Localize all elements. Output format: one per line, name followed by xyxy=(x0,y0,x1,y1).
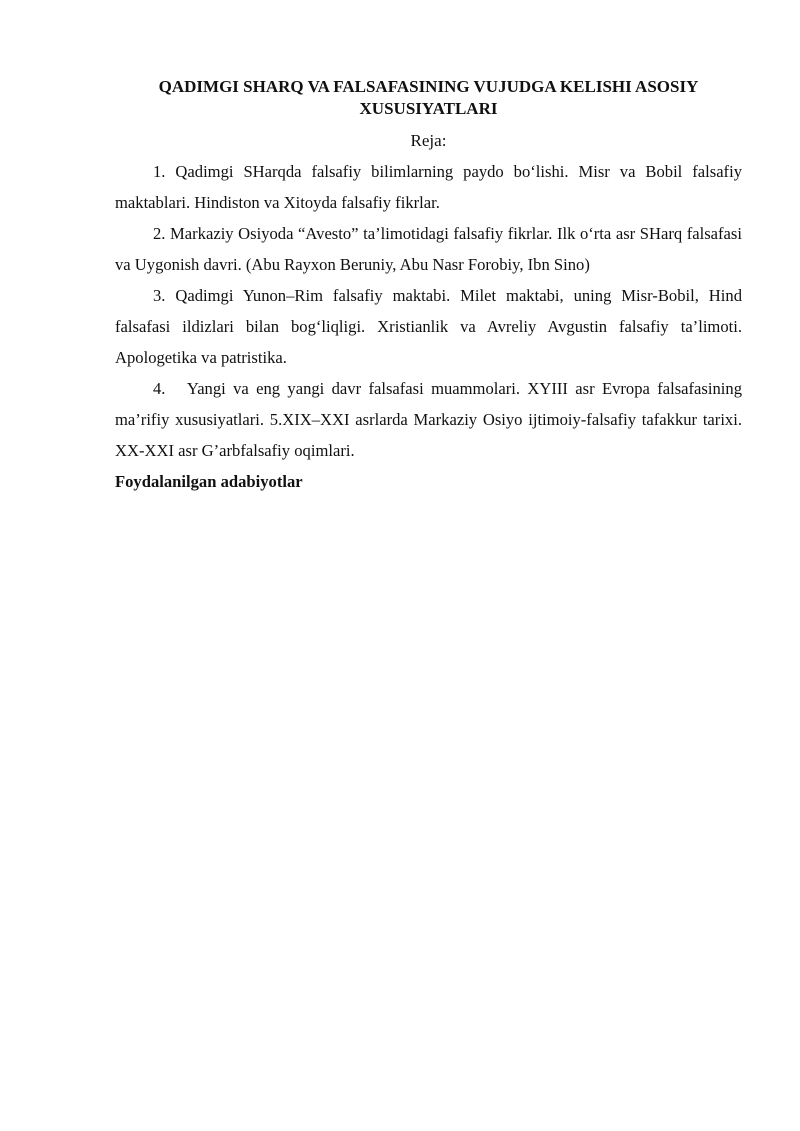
plan-item-number: 4. xyxy=(153,379,166,398)
plan-item-number: 3. xyxy=(153,286,166,305)
document-page xyxy=(115,76,742,497)
plan-item-2 xyxy=(115,218,742,280)
plan-label: Reja: xyxy=(410,131,447,150)
plan-item-text: Markaziy Osiyoda “Avesto” ta’limotidagi falsafiy fikrlar. Ilk o‘rta asr SHarq falsafasi va Uygonish davri. (Abu Rayxon Beruniy, Abu Nasr Forobiy, Ibn Sino) xyxy=(115,224,742,274)
plan-item-4 xyxy=(115,373,742,466)
references-heading: Foydalanilgan adabiyotlar xyxy=(115,472,303,491)
plan-item-3 xyxy=(115,280,742,373)
plan-item-1 xyxy=(115,156,742,218)
plan-item-text: Qadimgi Yunon–Rim falsafiy maktabi. Milet maktabi, uning Misr-Bobil, Hind falsafasi ildizlari bilan bog‘liqligi. Xristianlik va Avreliy Avgustin falsafiy ta’limoti. Apologetika va patristika. xyxy=(115,286,742,367)
plan-item-text: Qadimgi SHarqda falsafiy bilimlarning paydo bo‘lishi. Misr va Bobil falsafiy maktablari. Hindiston va Xitoyda falsafiy fikrlar. xyxy=(115,162,742,212)
plan-item-number: 1. xyxy=(153,162,166,181)
plan-item-text: Yangi va eng yangi davr falsafasi muammolari. XYIII asr Evropa falsafasining ma’rifiy xususiyatlari. 5.XIX–XXI asrlarda Markaziy Osiyo ijtimoiy-falsafiy tafakkur tarixi. XX-XXI asr G’arbfalsafiy oqimlari. xyxy=(115,379,742,460)
document-title: QADIMGI SHARQ VA FALSAFASINING VUJUDGA KELISHI ASOSIY XUSUSIYATLARI xyxy=(158,77,699,118)
plan-item-number: 2. xyxy=(153,224,166,243)
